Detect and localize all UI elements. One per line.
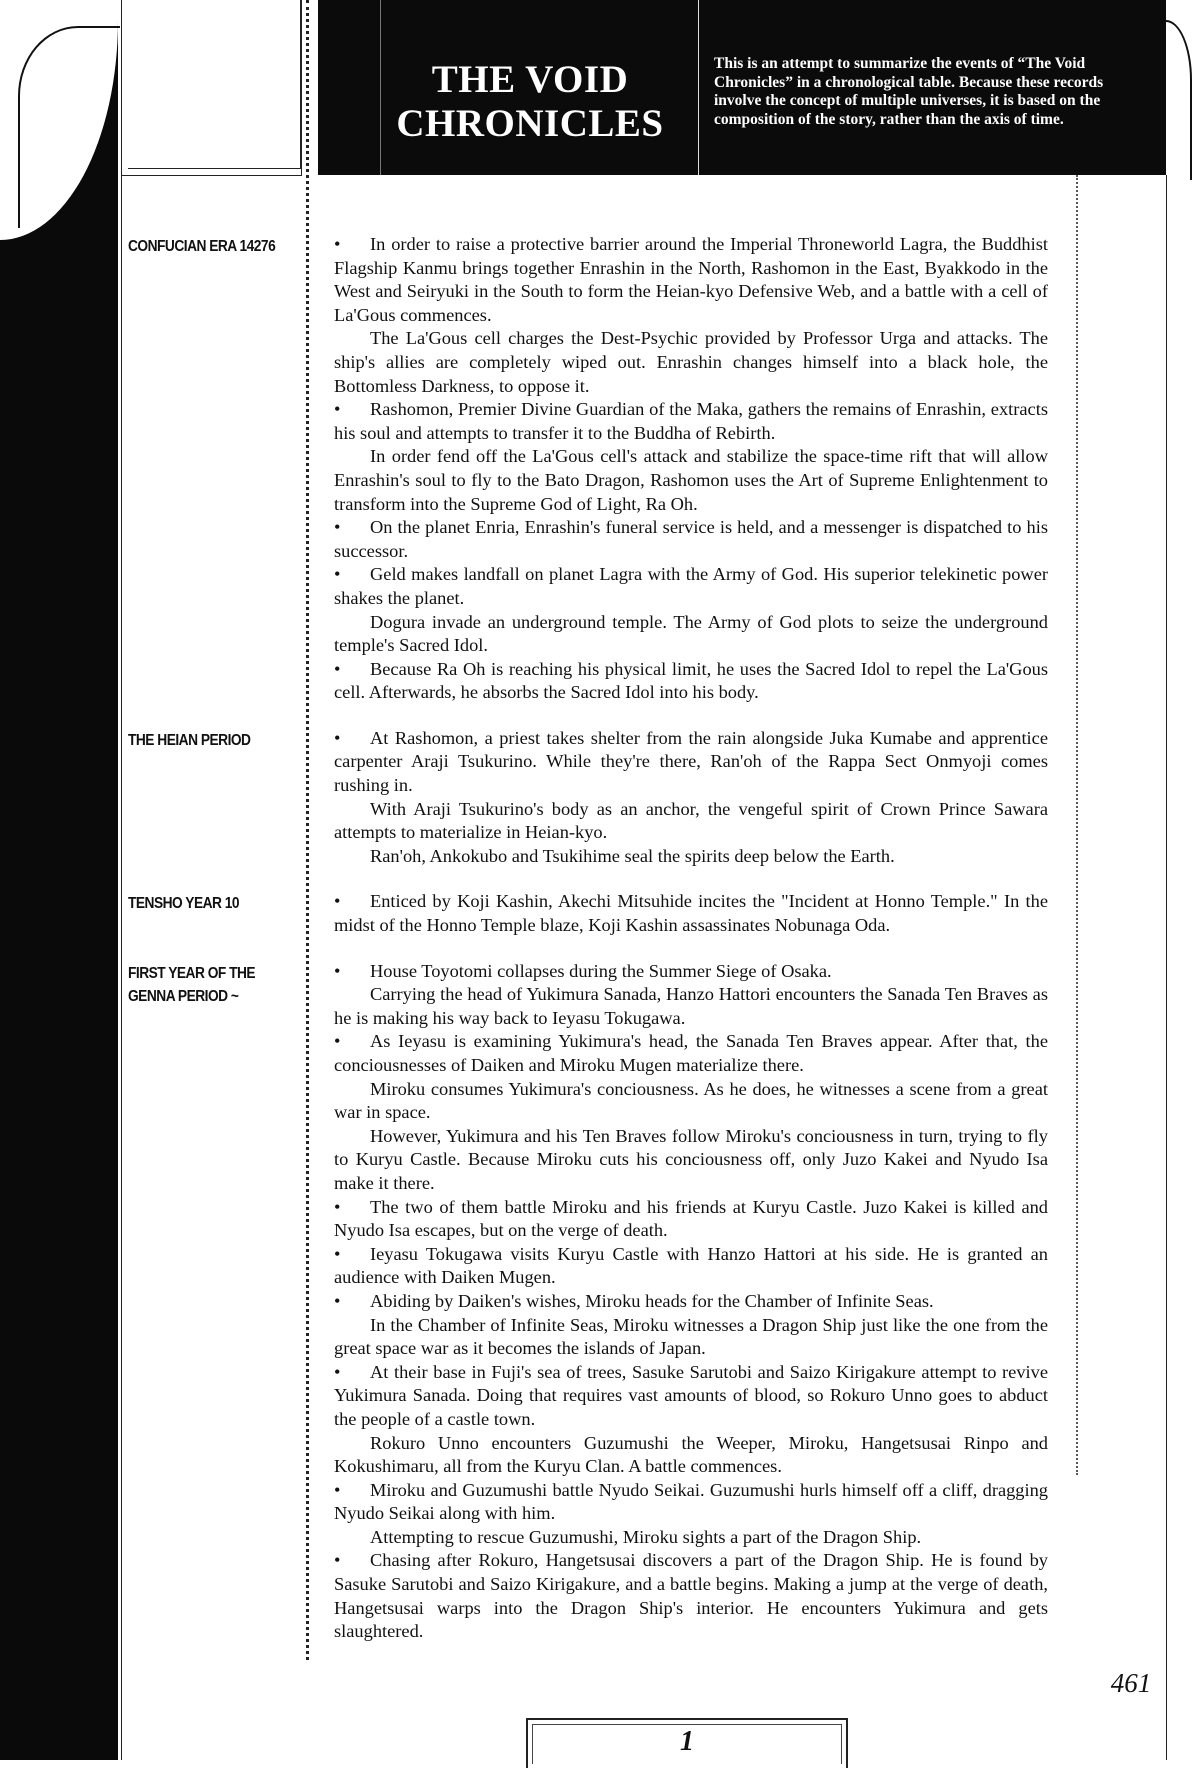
event-bullet-paragraph: • Ieyasu Tokugawa visits Kuryu Castle with Hanzo Hattori at his side. He is granted an audience with Daiken Mugen. [334, 1243, 1048, 1290]
event-continuation-paragraph: Rokuro Unno encounters Guzumushi the Weeper, Miroku, Hangetsusai Rinpo and Kokushimaru, all from the Kuryu Clan. A battle commences. [334, 1432, 1048, 1477]
event-continuation-paragraph: The La'Gous cell charges the Dest-Psychic provided by Professor Urga and attacks. The ship's allies are completely wiped out. Enrashin changes himself into a black hole, the Bottomless Darkness, to oppose it. [334, 328, 1048, 396]
event-bullet-paragraph: • At their base in Fuji's sea of trees, Sasuke Sarutobi and Saizo Kirigakure attempt to revive Yukimura Sanada. Doing that requires vast amounts of blood, so Rokuro Unno goes to abduct the people of a castle town. [334, 1361, 1048, 1432]
era-label: CONFUCIAN ERA 14276 [128, 238, 276, 255]
event-bullet-paragraph: • As Ieyasu is examining Yukimura's head, the Sanada Ten Braves appear. After that, the conciousnesses of Daiken and Miroku Mugen materialize there. [334, 1030, 1048, 1077]
era-events [334, 727, 1048, 869]
event-bullet-paragraph: • Rashomon, Premier Divine Guardian of the Maka, gathers the remains of Enrashin, extracts his soul and attempts to transfer it to the Buddha of Rebirth. [334, 398, 1048, 445]
event-continuation-paragraph: However, Yukimura and his Ten Braves follow Miroku's conciousness in turn, trying to fly to Kuryu Castle. Because Miroku cuts his conciousness off, only Juzo Kakei and Nyudo Isa make it there. [334, 1125, 1048, 1193]
event-continuation-paragraph: Miroku consumes Yukimura's conciousness. As he does, he witnesses a scene from a great war in space. [334, 1078, 1048, 1123]
era-events [334, 960, 1048, 1644]
header-banner [318, 0, 1166, 175]
header-description: This is an attempt to summarize the events of “The Void Chronicles” in a chronological table. Because these records involve the concept of multiple universes, it is based on the composition of the story, rather than the axis of time. [714, 55, 1104, 128]
event-bullet-paragraph: • In order to raise a protective barrier around the Imperial Throneworld Lagra, the Buddhist Flagship Kanmu brings together Enrashin in the North, Rashomon in the East, Byakkodo in the West and Seiryuki in the South to form the Heian-kyo Defensive Web, and a battle with a cell of La'Gous commences. [334, 233, 1048, 327]
page-number: 461 [1110, 1668, 1152, 1698]
event-bullet-paragraph: • Geld makes landfall on planet Lagra with the Army of God. His superior telekinetic power shakes the planet. [334, 563, 1048, 610]
page-title: THE VOID CHRONICLES [396, 58, 664, 145]
left-rule [121, 0, 122, 1760]
event-bullet-paragraph: • Because Ra Oh is reaching his physical limit, he uses the Sacred Idol to repel the La'Gous cell. Afterwards, he absorbs the Sacred Idol into his body. [334, 658, 1048, 705]
left-margin-bar [0, 0, 118, 1760]
event-continuation-paragraph: Attempting to rescue Guzumushi, Miroku sights a part of the Dragon Ship. [370, 1526, 922, 1547]
header-divider [698, 0, 699, 175]
left-margin-curve-line [18, 26, 120, 228]
volume-number: 1 [532, 1724, 842, 1764]
event-continuation-paragraph: Carrying the head of Yukimura Sanada, Hanzo Hattori encounters the Sanada Ten Braves as he is making his way back to Ieyasu Tokugawa. [334, 984, 1048, 1028]
event-continuation-paragraph: With Araji Tsukurino's body as an anchor, the vengeful spirit of Crown Prince Sawara attempts to materialize in Heian-kyo. [334, 798, 1048, 843]
event-continuation-paragraph: Ran'oh, Ankokubo and Tsukihime seal the spirits deep below the Earth. [370, 845, 895, 866]
event-bullet-paragraph: • At Rashomon, a priest takes shelter from the rain alongside Juka Kumabe and apprentice carpenter Araji Tsukurino. While they're there, Ran'oh of the Rappa Sect Onmyoji comes rushing in. [334, 727, 1048, 798]
event-bullet-paragraph: • Miroku and Guzumushi battle Nyudo Seikai. Guzumushi hurls himself off a cliff, dragging Nyudo Seikai along with him. [334, 1479, 1048, 1526]
era-label: THE HEIAN PERIOD [128, 731, 251, 749]
era-row [128, 233, 1048, 705]
event-bullet-paragraph: • Enticed by Koji Kashin, Akechi Mitsuhide incites the "Incident at Honno Temple." In the midst of the Honno Temple blaze, Koji Kashin assassinates Nobunaga Oda. [334, 890, 1048, 937]
event-bullet-paragraph: • Chasing after Rokuro, Hangetsusai discovers a part of the Dragon Ship. He is found by Sasuke Sarutobi and Saizo Kirigakure, and a battle begins. Making a jump at the verge of death, Hangetsusai warps into the Dragon Ship's interior. He encounters Yukimura and gets slaughtered. [334, 1549, 1048, 1643]
era-label: TENSHO YEAR 10 [128, 895, 240, 913]
event-bullet-paragraph: • The two of them battle Miroku and his friends at Kuryu Castle. Juzo Kakei is killed and Nyudo Isa escapes, but on the verge of death. [334, 1196, 1048, 1243]
event-bullet-paragraph: • Abiding by Daiken's wishes, Miroku heads for the Chamber of Infinite Seas. [334, 1290, 1048, 1314]
era-row [128, 727, 1048, 869]
era-events [334, 233, 1048, 705]
event-continuation-paragraph: In the Chamber of Infinite Seas, Miroku witnesses a Dragon Ship just like the one from the great space war as it becomes the islands of Japan. [334, 1314, 1048, 1359]
era-row [128, 960, 1048, 1644]
event-bullet-paragraph: • On the planet Enria, Enrashin's funeral service is held, and a messenger is dispatched to his successor. [334, 516, 1048, 563]
event-continuation-paragraph: In order fend off the La'Gous cell's attack and stabilize the space-time rift that will allow Enrashin's soul to fly to the Bato Dragon, Rashomon uses the Art of Supreme Enlightenment to transform into the Supreme God of Light, Ra Oh. [334, 446, 1048, 514]
left-top-frame-inner [128, 0, 301, 169]
era-label: FIRST YEAR OF THE GENNA PERIOD ~ [128, 964, 256, 1006]
era-row [128, 890, 1048, 937]
right-margin-curve [1166, 20, 1192, 180]
era-events [334, 890, 1048, 937]
right-rule [1166, 175, 1167, 1760]
right-dotted-rule [1076, 175, 1078, 1475]
chronology-table [128, 233, 1048, 1644]
event-continuation-paragraph: Dogura invade an underground temple. The Army of God plots to seize the underground temple's Sacred Idol. [334, 611, 1048, 656]
event-bullet-paragraph: • House Toyotomi collapses during the Summer Siege of Osaka. [334, 960, 1048, 984]
